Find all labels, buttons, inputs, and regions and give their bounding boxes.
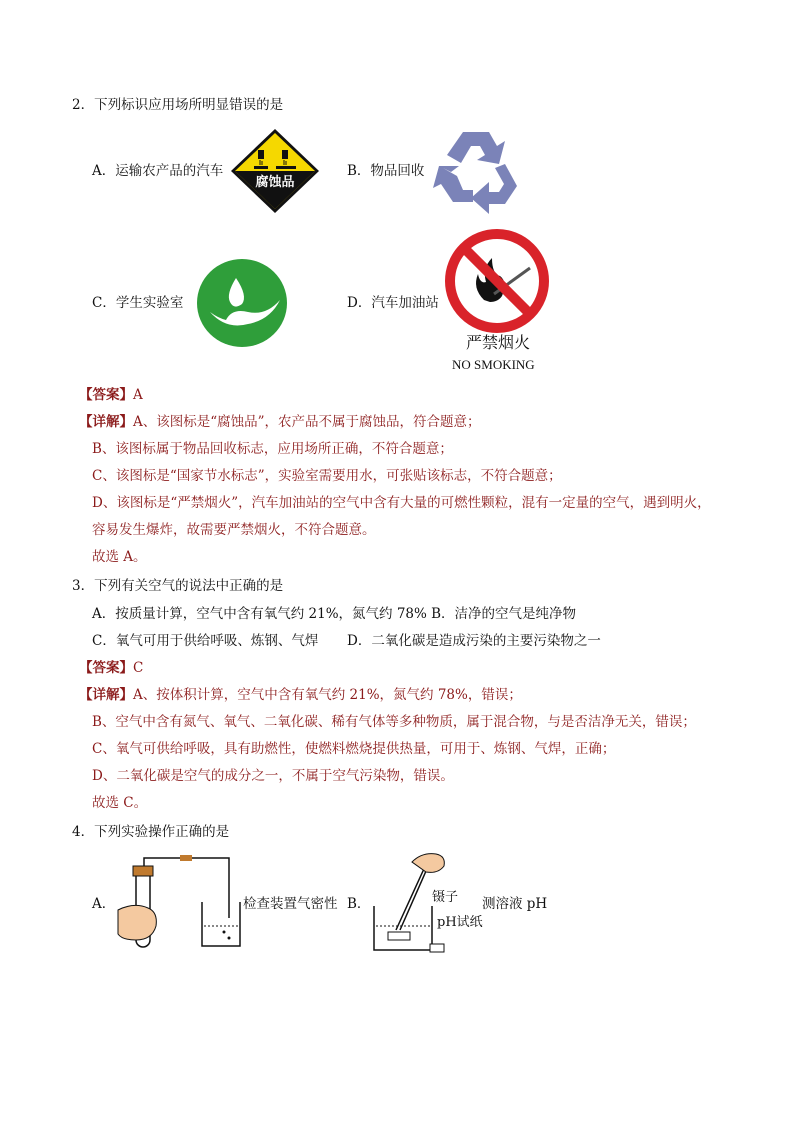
q2-detail-line-3: C、该图标是“国家节水标志”，实验室需要用水，可张贴该标志，不符合题意； [92,468,562,484]
q3-options-line-1: A．按质量计算，空气中含有氧气约 21%，氮气约 78% B．洁净的空气是纯净物 [92,606,577,622]
no-fire-sign-cn: 严禁烟火 [466,333,531,352]
q3-detail-line-2: B、空气中含有氮气、氧气、二氧化碳、稀有气体等多种物质，属于混合物，与是否洁净无关，错误； [92,714,696,730]
detail-text: A、该图标是“腐蚀品”，农产品不属于腐蚀品，符合题意； [133,414,481,430]
detail-tag: 【详解】 [79,687,133,703]
q2-detail-line-4: D、该图标是“严禁烟火”，汽车加油站的空气中含有大量的可燃性颗粒，混有一定量的空气，遇到明火， [92,495,711,511]
airtightness-check-apparatus-icon [116,852,244,952]
corrosive-sign-icon [230,128,320,214]
no-fire-sign-icon [444,228,550,334]
q3-option-c: C．氧气可用于供给呼吸、炼钢、气焊 [92,633,319,649]
no-fire-sign-en: NO SMOKING [452,357,535,372]
q2-option-a-label: A．运输农产品的汽车 [92,163,224,179]
q3-detail-line-1 [79,686,522,704]
recycle-icon [433,124,529,214]
q2-detail-line-6: 故选 A。 [92,549,147,565]
q4-stem: 4．下列实验操作正确的是 [72,824,230,840]
q2-stem: 2．下列标识应用场所明显错误的是 [72,97,284,113]
q2-option-c-label: C．学生实验室 [92,295,184,311]
water-saving-icon [196,258,288,348]
detail-tag: 【详解】 [79,414,133,430]
q3-option-d: D．二氧化碳是造成污染的主要污染物之一 [347,633,601,649]
q2-detail-line-5: 容易发生爆炸，故需要严禁烟火，不符合题意。 [92,522,376,538]
q4-option-b-caption: 测溶液 pH [482,896,548,912]
q3-answer [79,659,143,677]
q2-detail-line-2: B、该图标属于物品回收标志，应用场所正确，不符合题意； [92,441,453,457]
q3-detail-line-3: C、氧气可供给呼吸，具有助燃性，使燃料燃烧提供热量，可用于、炼钢、气焊，正确； [92,741,616,757]
answer-value: C [133,660,144,676]
tweezers-label: 镊子 [432,890,459,905]
q3-detail-line-4: D、二氧化碳是空气的成分之一，不属于空气污染物，错误。 [92,768,454,784]
q2-option-b-label: B．物品回收 [347,163,425,179]
q2-option-d-label: D．汽车加油站 [347,295,439,311]
q4-option-a-caption: 检查装置气密性 [243,896,338,912]
q2-answer [79,386,143,404]
q4-option-a-label: A． [92,896,116,912]
answer-tag: 【答案】 [79,660,133,676]
q4-option-b-label: B． [347,896,371,912]
q2-detail-line-1 [79,413,481,431]
ph-paper-label: pH试纸 [437,915,483,930]
q3-stem: 3．下列有关空气的说法中正确的是 [72,578,284,594]
detail-text: A、按体积计算，空气中含有氧气约 21%，氮气约 78%，错误； [133,687,522,703]
answer-value: A [133,387,143,403]
q3-detail-line-5: 故选 C。 [92,795,148,811]
corrosive-sign-text: 腐蚀品 [255,175,295,190]
answer-tag: 【答案】 [79,387,133,403]
